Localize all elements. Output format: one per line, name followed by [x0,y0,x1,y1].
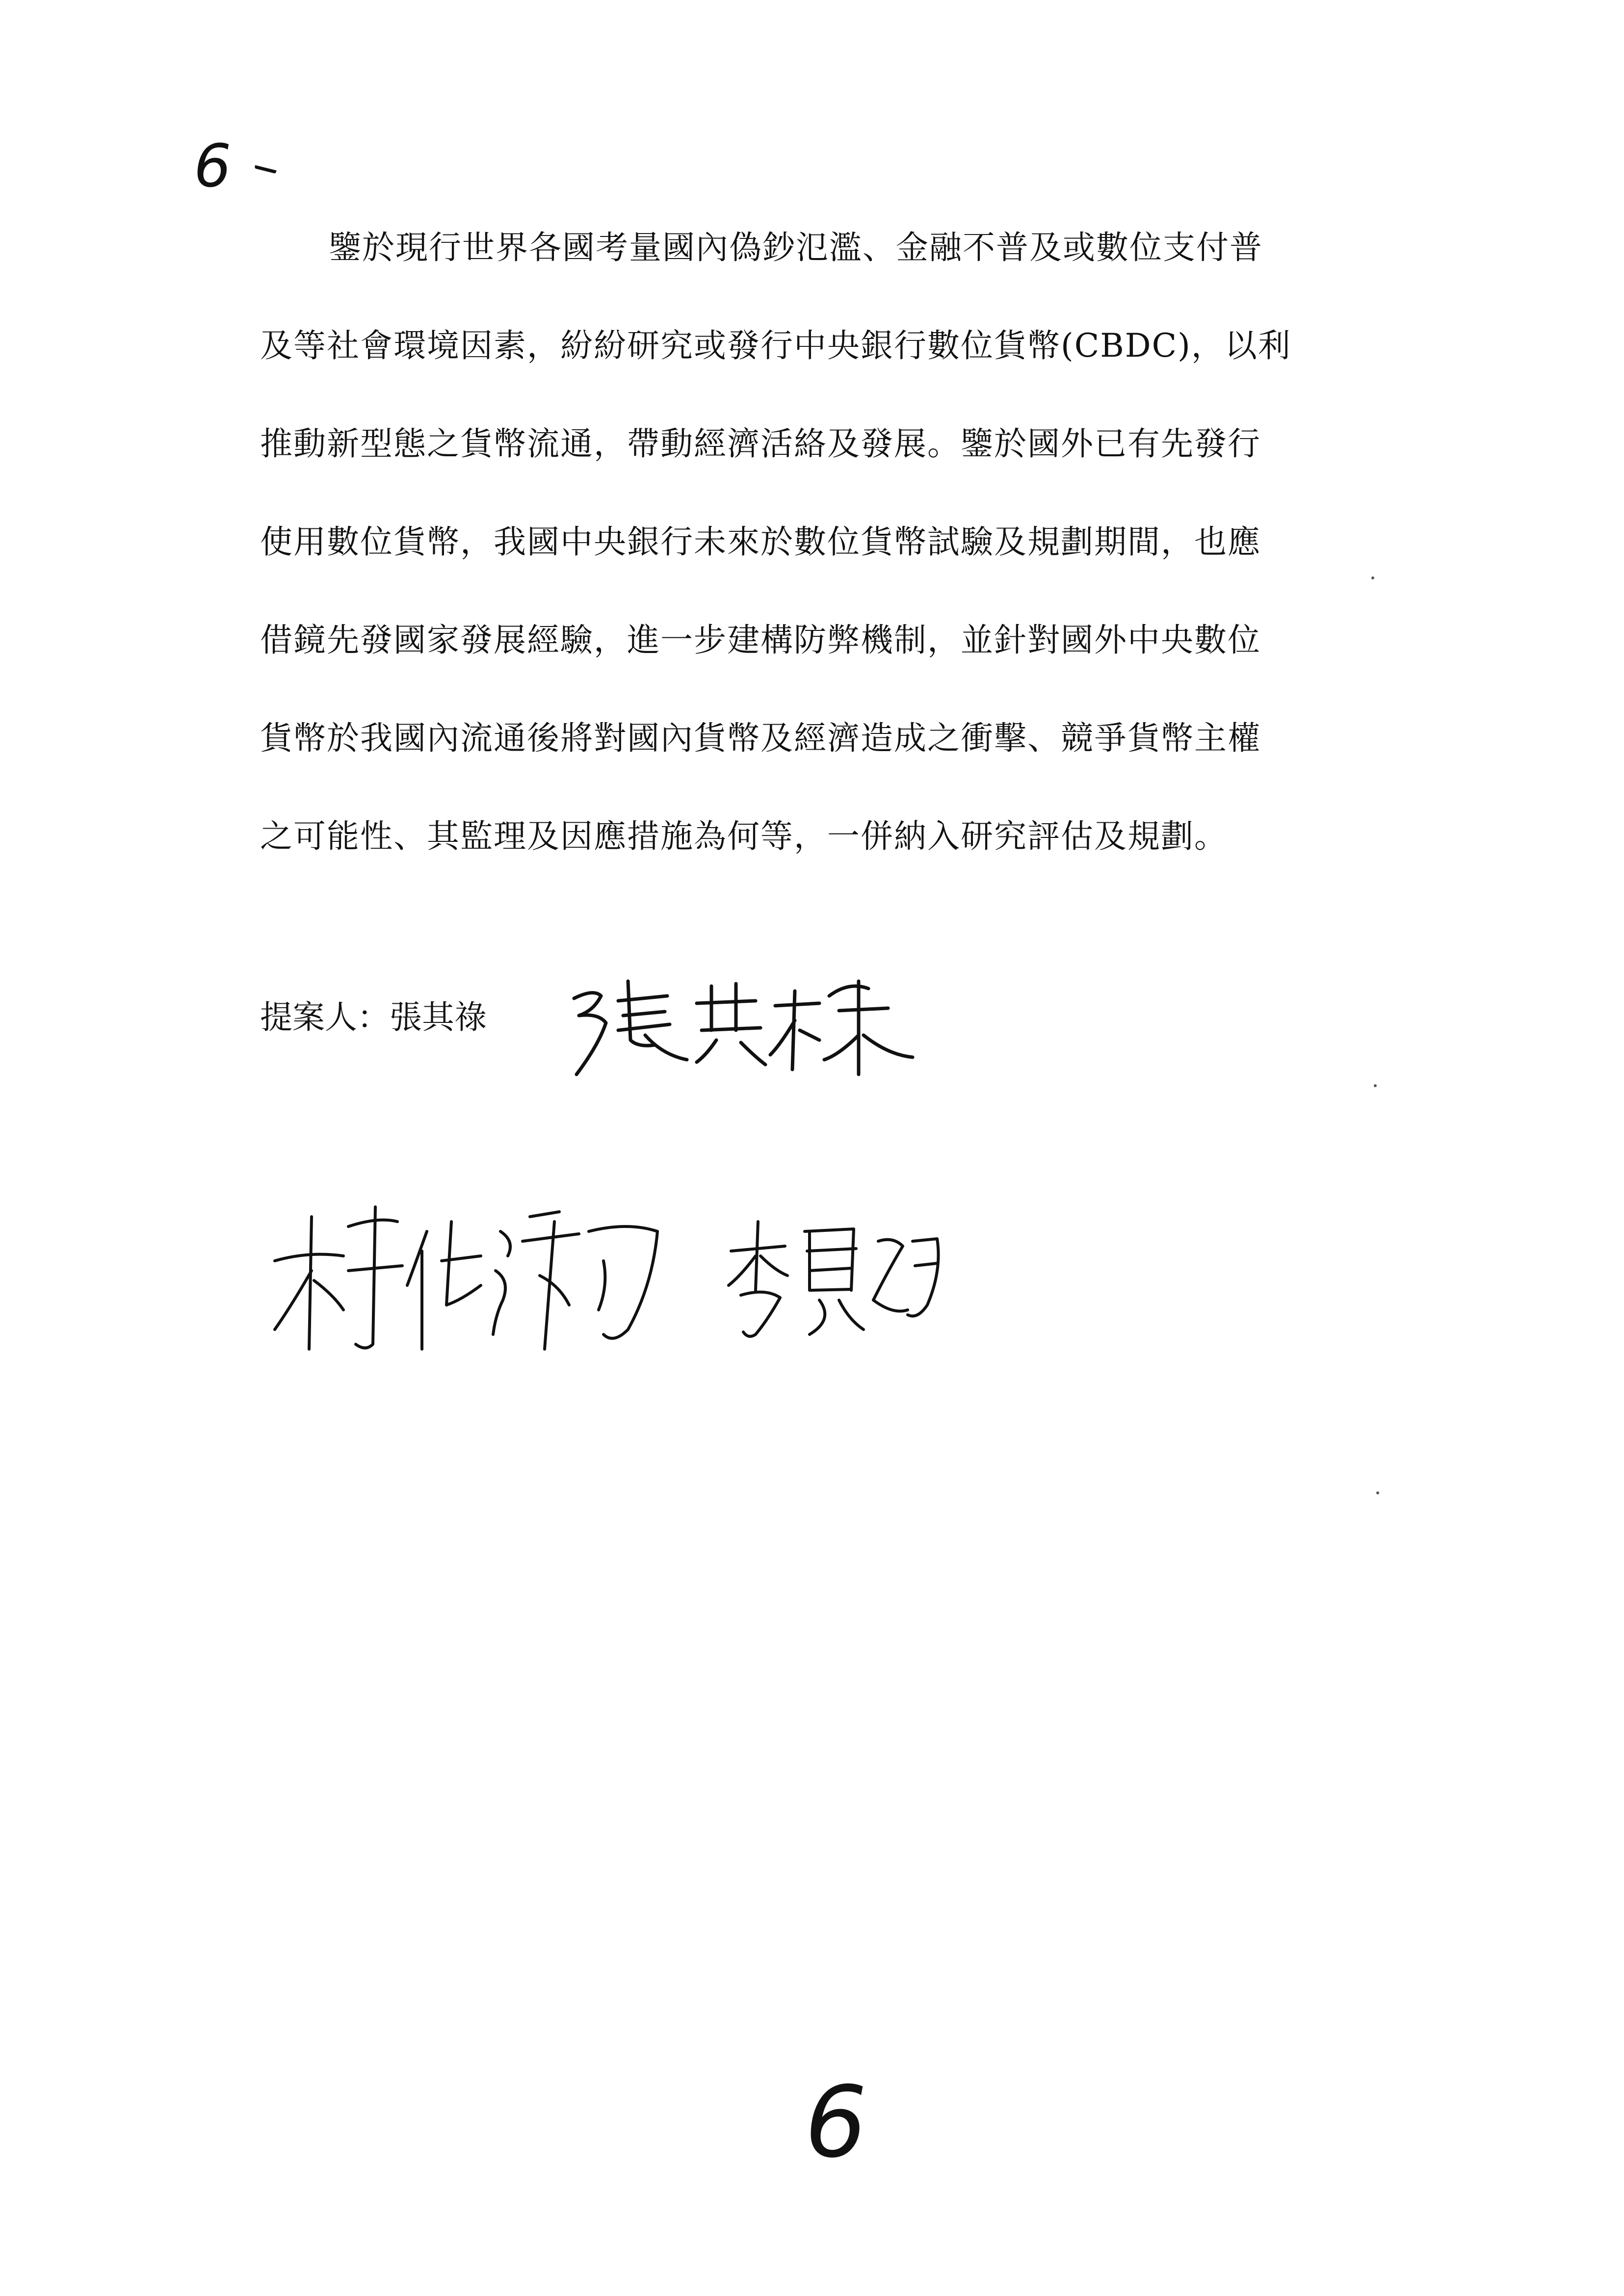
handwritten-page-mark: 6 [194,132,232,201]
scan-speck [1374,1084,1377,1087]
handwritten-signature-3 [721,1202,947,1344]
proposer-label: 提案人：張其祿 [260,998,487,1036]
handwritten-signature-1 [564,962,917,1089]
proposal-paragraph [260,199,1403,886]
paragraph-line: 之可能性、其監理及因應措施為何等，一併納入研究評估及規劃。 [260,817,1228,855]
paragraph-line: 借鏡先發國家發展經驗，進一步建構防弊機制，並針對國外中央數位 [260,621,1261,659]
handwritten-dash [254,159,278,174]
paragraph-line: 推動新型態之貨幣流通，帶動經濟活絡及發展。鑒於國外已有先發行 [260,425,1261,463]
paragraph-line: 使用數位貨幣，我國中央銀行未來於數位貨幣試驗及規劃期間，也應 [260,523,1261,561]
scan-speck [1376,1491,1379,1494]
paragraph-line: 及等社會環境因素，紛紛研究或發行中央銀行數位貨幣(CBDC)，以利 [260,327,1291,365]
page-number: 6 [805,2065,867,2180]
paragraph-line: 貨幣於我國內流通後將對國內貨幣及經濟造成之衝擊、競爭貨幣主權 [260,719,1261,757]
scan-speck [1371,576,1374,579]
paragraph-line: 鑒於現行世界各國考量國內偽鈔氾濫、金融不普及或數位支付普 [329,229,1263,266]
handwritten-signature-2 [265,1187,672,1364]
